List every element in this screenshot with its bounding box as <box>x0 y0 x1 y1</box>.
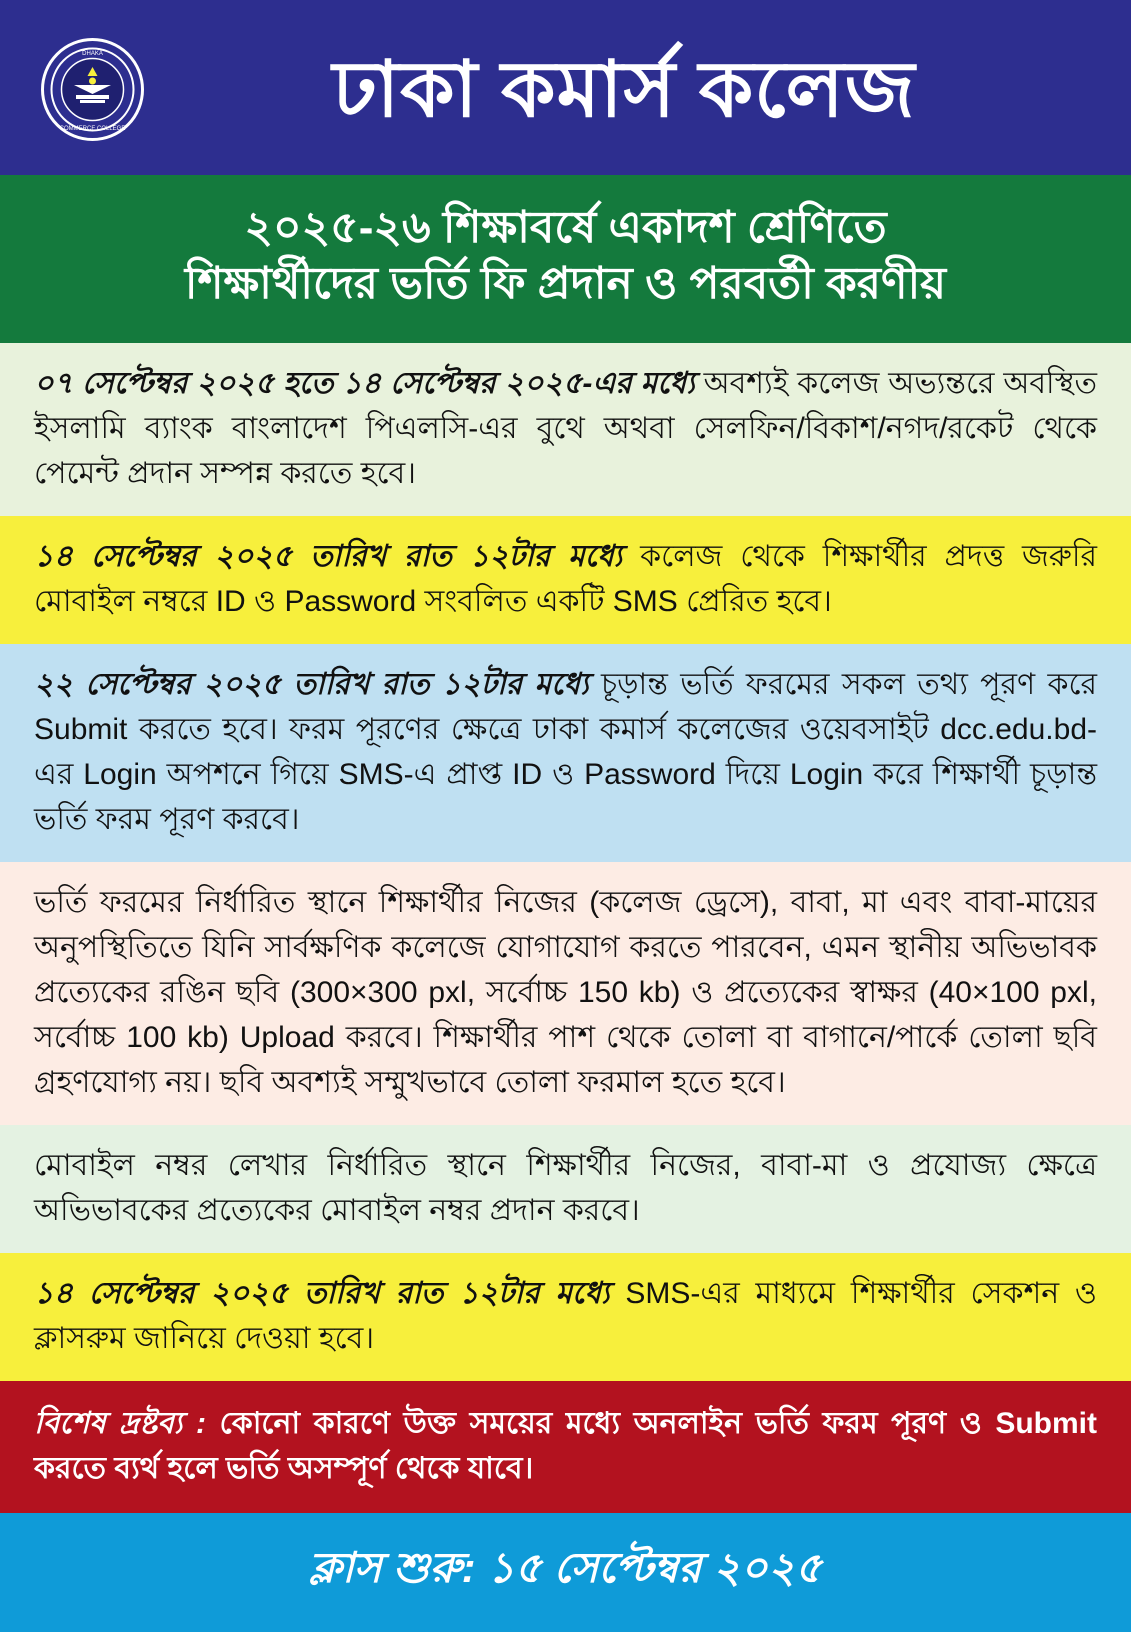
poster-header <box>0 0 1131 175</box>
instruction-block-final-form-submit <box>0 644 1131 862</box>
poster-title-line1: ২০২৫-২৬ শিক্ষাবর্ষে একাদশ শ্রেণিতে <box>244 202 887 252</box>
class-start-text: ক্লাস শুরু: ১৫ সেপ্টেম্বর ২০২৫ <box>308 1544 823 1591</box>
instruction-block-payment-deadline <box>0 343 1131 516</box>
college-name: ঢাকা কমার্স কলেজ <box>332 44 916 133</box>
special-notice <box>0 1381 1131 1513</box>
block-lead-text: ১৪ সেপ্টেম্বর ২০২৫ তারিখ রাত ১২টার মধ্যে <box>34 540 623 573</box>
poster-title <box>0 175 1131 343</box>
svg-text:COMMERCE COLLEGE: COMMERCE COLLEGE <box>59 126 126 132</box>
block-body-text: চূড়ান্ত ভর্তি ফরমের সকল তথ্য পূরণ করে Submit করতে হবে। ফরম পূরণের ক্ষেত্রে ঢাকা কমার্স কলেজের ওয়েবসাইট dcc.edu.bd-এর Login অপশনে গিয়ে SMS-এ প্রাপ্ত ID ও Password দিয়ে Login করে শিক্ষার্থী চূড়ান্ত ভর্তি ফরম পূরণ করবে। <box>34 668 1098 836</box>
block-body-text: মোবাইল নম্বর লেখার নির্ধারিত স্থানে শিক্ষার্থীর নিজের, বাবা-মা ও প্রযোজ্য ক্ষেত্রে অভিভাবকের প্রত্যেকের মোবাইল নম্বর প্রদান করবে। <box>34 1149 1097 1227</box>
special-notice-text: কোনো কারণে উক্ত সময়ের মধ্যে অনলাইন ভর্তি ফরম পূরণ ও Submit করতে ব্যর্থ হলে ভর্তি অসম্পূর্ণ থেকে যাবে। <box>34 1407 1097 1485</box>
class-start-banner <box>0 1513 1131 1632</box>
instruction-block-mobile-numbers <box>0 1125 1131 1253</box>
instruction-block-photo-signature-upload <box>0 862 1131 1125</box>
poster-title-line2: শিক্ষার্থীদের ভর্তি ফি প্রদান ও পরবর্তী করণীয় <box>184 259 947 308</box>
instruction-block-sms-id-password <box>0 516 1131 644</box>
block-body-text: কলেজ থেকে শিক্ষার্থীর প্রদত্ত জরুরি মোবাইল নম্বরে ID ও Password সংবলিত একটি SMS প্রেরিত হবে। <box>34 540 1097 618</box>
svg-text:DHAKA: DHAKA <box>82 51 103 57</box>
block-body-text: ভর্তি ফরমের নির্ধারিত স্থানে শিক্ষার্থীর নিজের (কলেজ ড্রেসে), বাবা, মা এবং বাবা-মায়ের অনুপস্থিতিতে যিনি সার্বক্ষণিক কলেজে যোগাযোগ করতে পারবেন, এমন স্থানীয় অভিভাবক প্রত্যেকের রঙিন ছবি (300×300 pxl, সর্বোচ্চ 150 kb) ও প্রত্যেকের স্বাক্ষর (40×100 pxl, সর্বোচ্চ 100 kb) Upload করবে। শিক্ষার্থীর পাশ থেকে তোলা বা বাগানে/পার্কে তোলা ছবি গ্রহণযোগ্য নয়। ছবি অবশ্যই সম্মুখভাবে তোলা ফরমাল হতে হবে। <box>34 886 1097 1099</box>
block-lead-text: ১৪ সেপ্টেম্বর ২০২৫ তারিখ রাত ১২টার মধ্যে <box>34 1277 610 1310</box>
block-lead-text: ২২ সেপ্টেম্বর ২০২৫ তারিখ রাত ১২টার মধ্যে <box>34 668 589 701</box>
block-body-text: SMS-এর মাধ্যমে শিক্ষার্থীর সেকশন ও ক্লাসরুম জানিয়ে দেওয়া হবে। <box>34 1277 1097 1355</box>
special-notice-lead: বিশেষ দ্রষ্টব্য : <box>34 1407 207 1440</box>
instruction-block-section-classroom-sms <box>0 1253 1131 1381</box>
block-body-text: অবশ্যই কলেজ অভ্যন্তরে অবস্থিত ইসলামি ব্যাংক বাংলাদেশ পিএলসি-এর বুথে অথবা সেলফিন/বিকাশ/নগদ/রকেট থেকে পেমেন্ট প্রদান সম্পন্ন করতে হবে। <box>34 367 1097 490</box>
block-lead-text: ০৭ সেপ্টেম্বর ২০২৫ হতে ১৪ সেপ্টেম্বর ২০২৫-এর মধ্যে <box>34 367 695 400</box>
college-crest-icon <box>40 37 145 142</box>
